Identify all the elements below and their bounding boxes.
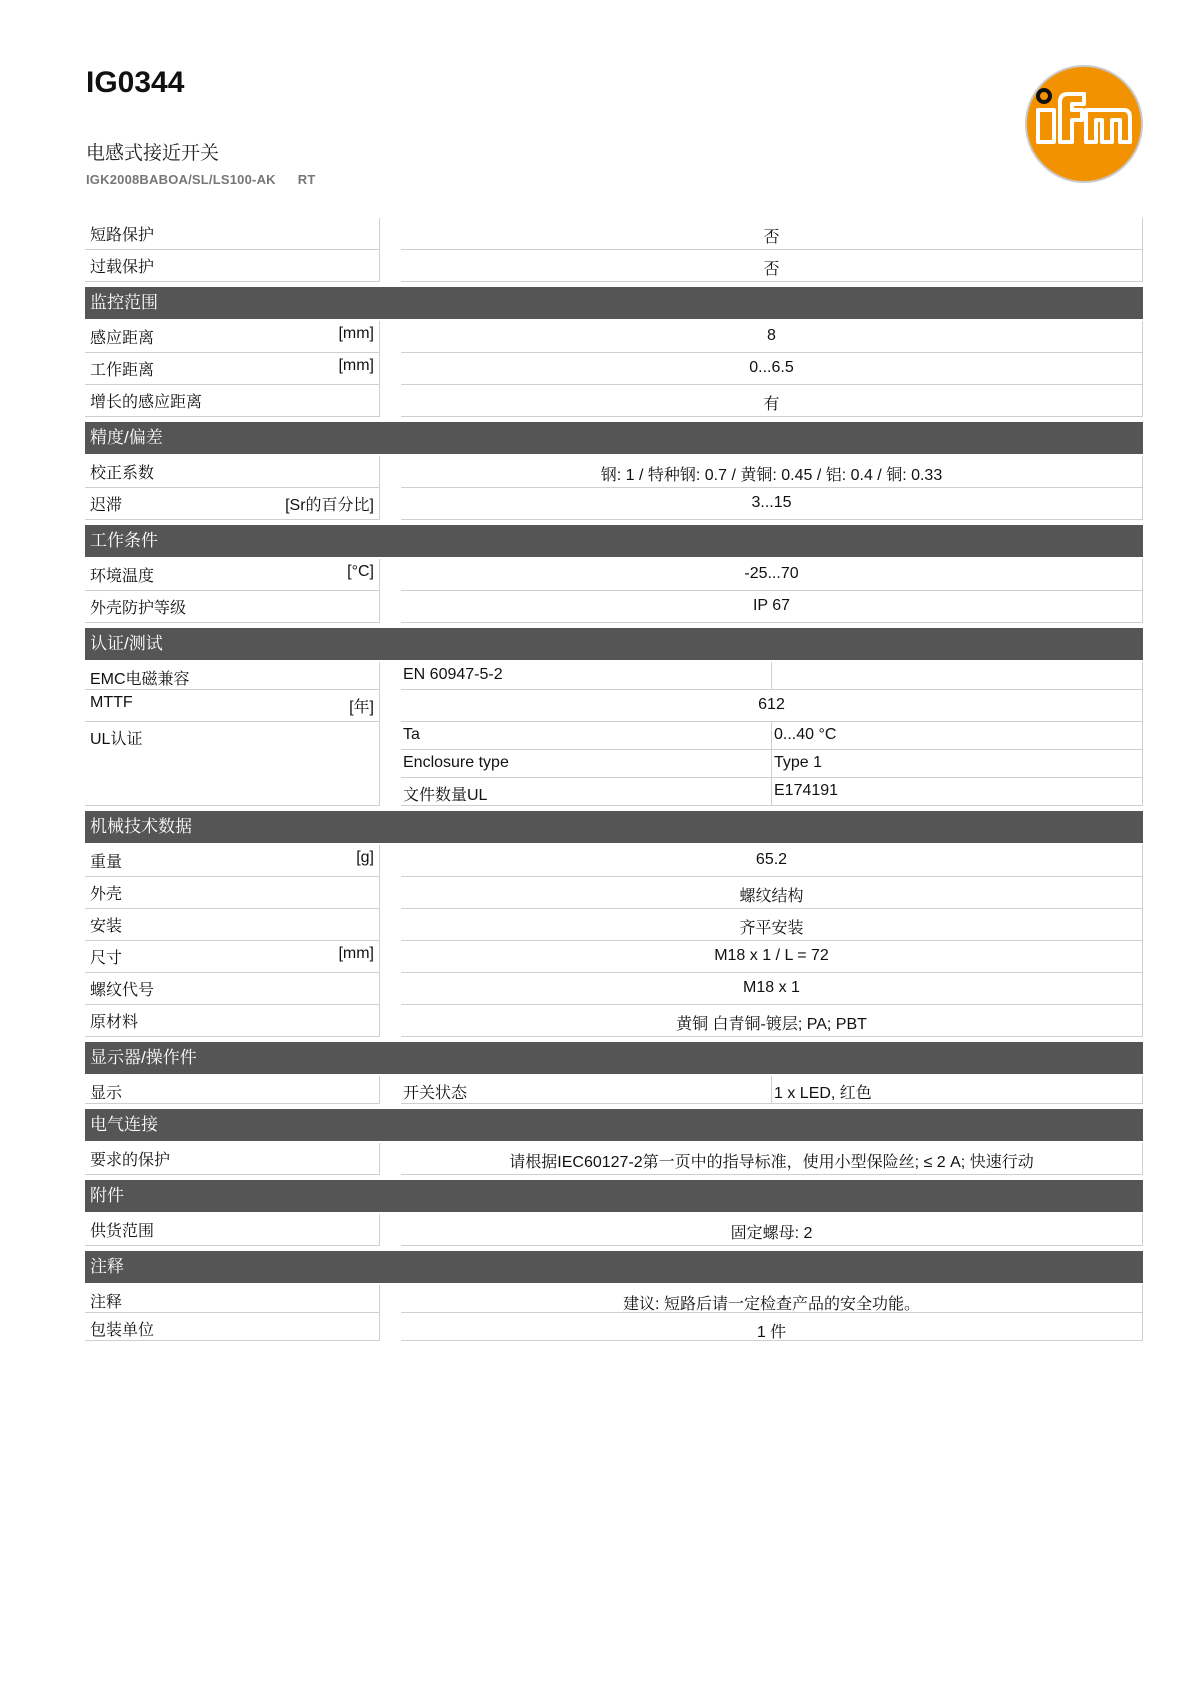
section-header-monitoring: 监控范围 [85,287,1143,319]
table-row [85,1076,1143,1104]
row-unit: [mm] [338,945,374,962]
row-label: 感应距离 [90,330,155,347]
row-label: 迟滞 [90,497,123,514]
row-label: 螺纹代号 [90,982,155,999]
row-label: 安装 [90,918,123,935]
section-header-display: 显示器/操作件 [85,1042,1143,1074]
row-label: 注释 [90,1294,123,1311]
table-row [85,690,1143,722]
row-label: 原材料 [90,1014,139,1031]
table-row [85,456,1143,488]
table-row [85,877,1143,909]
section-header-approvals: 认证/测试 [85,628,1143,660]
table-row [85,973,1143,1005]
row-value: 8 [401,321,1143,353]
table-row [85,1285,1143,1313]
row-value: IP 67 [401,591,1143,623]
row-value: 请根据IEC60127-2第一页中的指导标准，使用小型保险丝; ≤ 2 A; 快速行动 [401,1143,1143,1175]
row-value: 固定螺母: 2 [401,1214,1143,1246]
section-header-operating-conditions: 工作条件 [85,525,1143,557]
row-value: 3...15 [401,488,1143,520]
data-sheet-table [85,218,1143,1341]
row-label: 重量 [90,854,123,871]
row-value: 1 件 [401,1313,1143,1341]
row-value: M18 x 1 [401,973,1143,1005]
table-row [85,1313,1143,1341]
table-row [85,1005,1143,1037]
table-row [85,662,1143,690]
table-row [85,909,1143,941]
table-row [85,1143,1143,1175]
row-label: 环境温度 [90,568,155,585]
table-row [85,353,1143,385]
row-label: 要求的保护 [90,1152,171,1169]
table-row [85,385,1143,417]
ul-value: E174191 [772,778,1143,806]
section-header-accuracy: 精度/偏差 [85,422,1143,454]
row-value: EN 60947-5-2 [401,662,772,690]
row-label: 校正系数 [90,465,155,482]
ul-key: Enclosure type [401,750,772,778]
section-header-remarks: 注释 [85,1251,1143,1283]
section-header-electrical: 电气连接 [85,1109,1143,1141]
article-suffix: RT [297,172,316,187]
table-row [85,845,1143,877]
row-label: UL认证 [90,731,143,748]
row-value: 否 [401,250,1143,282]
row-label: 工作距离 [90,362,155,379]
row-label: 显示 [90,1085,123,1102]
row-label: 短路保护 [90,227,155,244]
table-row [85,591,1143,623]
row-label: 增长的感应距离 [90,394,203,411]
section-header-accessories: 附件 [85,1180,1143,1212]
row-unit: [Sr的百分比] [285,497,374,514]
row-label: 尺寸 [90,950,123,967]
row-unit: [g] [356,849,374,866]
row-value: -25...70 [401,559,1143,591]
row-value: 0...6.5 [401,353,1143,385]
row-unit: [°C] [347,563,374,580]
table-row [85,218,1143,250]
row-unit: [mm] [338,357,374,374]
row-label: 外壳 [90,886,123,903]
table-row [85,1214,1143,1246]
row-value: 1 x LED, 红色 [772,1076,1143,1104]
ul-key: Ta [401,722,772,750]
row-label: 供货范围 [90,1223,155,1240]
row-label: MTTF [90,694,133,711]
article-code-line [86,172,315,187]
ul-value: 0...40 °C [772,722,1143,750]
table-row [85,559,1143,591]
row-value: 螺纹结构 [401,877,1143,909]
row-value: 建议: 短路后请一定检查产品的安全功能。 [401,1285,1143,1313]
row-label: EMC电磁兼容 [90,671,190,688]
row-label: 包装单位 [90,1322,155,1339]
row-value: 否 [401,218,1143,250]
row-label: 过载保护 [90,259,155,276]
row-value: 钢: 1 / 特种钢: 0.7 / 黄铜: 0.45 / 铝: 0.4 / 铜: 0.33 [401,456,1143,488]
article-code: IGK2008BABOA/SL/LS100-AK [86,172,276,187]
row-label: 外壳防护等级 [90,600,187,617]
row-value: 开关状态 [401,1076,772,1104]
product-subtitle: 电感式接近开关 [86,143,220,164]
table-row [85,941,1143,973]
section-header-mechanical: 机械技术数据 [85,811,1143,843]
row-unit: [mm] [338,325,374,342]
table-row [85,250,1143,282]
ul-value: Type 1 [772,750,1143,778]
row-unit: [年] [349,699,374,716]
row-value: M18 x 1 / L = 72 [401,941,1143,973]
row-value [772,662,1143,690]
row-value: 65.2 [401,845,1143,877]
ul-approval-group [85,722,1143,806]
table-row [85,488,1143,520]
row-value: 齐平安装 [401,909,1143,941]
ul-key: 文件数量UL [401,778,772,806]
ifm-logo [1024,64,1144,184]
row-value: 612 [401,690,1143,722]
product-title: IG0344 [86,66,185,99]
row-value: 黄铜 白青铜-镀层; PA; PBT [401,1005,1143,1037]
row-value: 有 [401,385,1143,417]
table-row [85,321,1143,353]
